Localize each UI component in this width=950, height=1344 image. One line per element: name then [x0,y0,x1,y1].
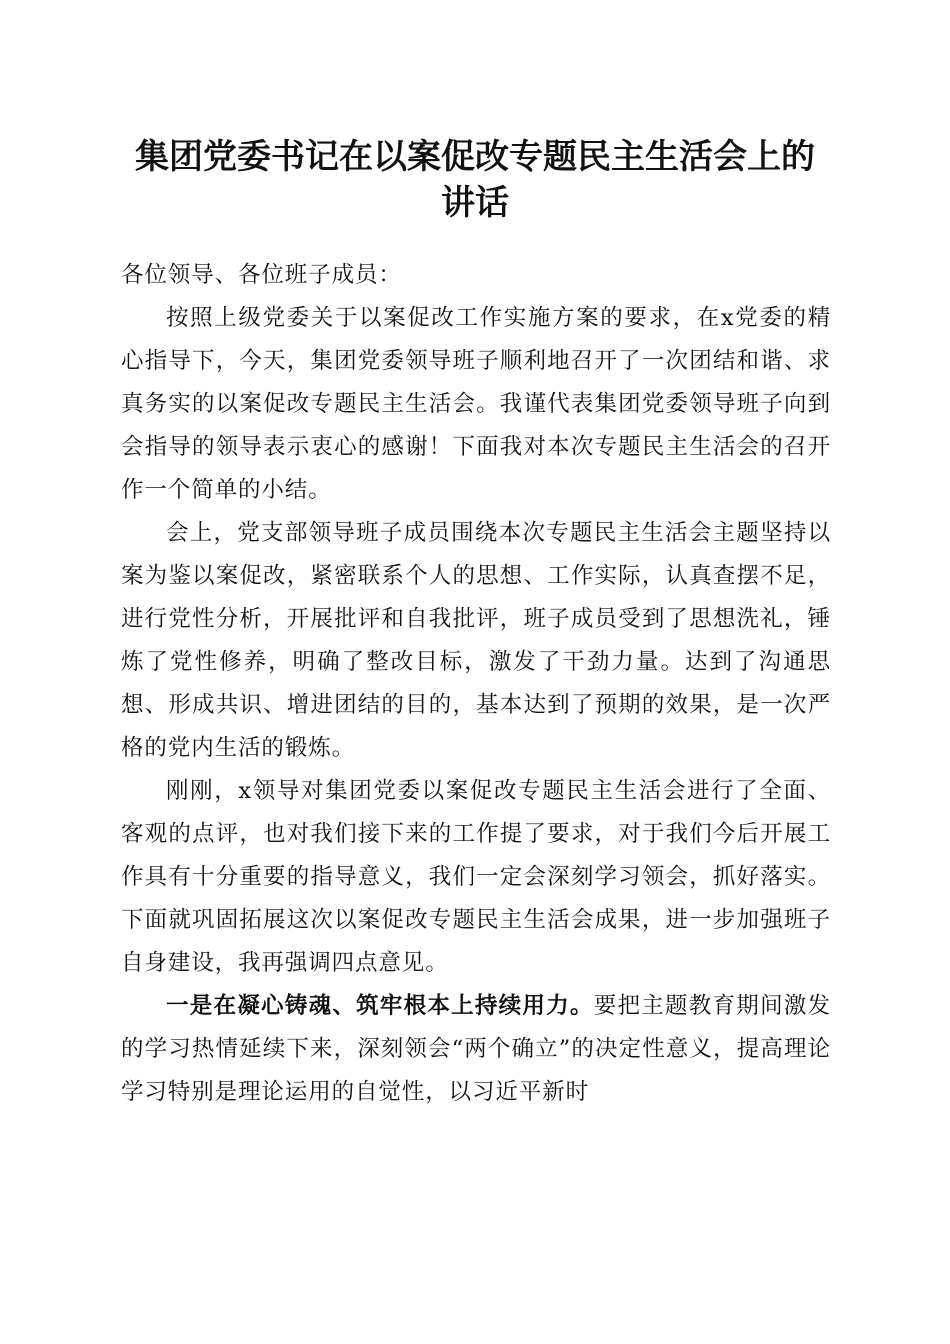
paragraph-3 [121,770,831,985]
paragraph-2 [121,512,831,770]
paragraph-text: 要把主题教育期间激发的学习热情延续下来，深刻领会“两个确立”的决定性意义，提高理论学习特别是理论运用的自觉性，以习近平新时 [121,993,831,1105]
paragraph-text: 刚刚，x领导对集团党委以案促改专题民主生活会进行了全面、客观的点评，也对我们接下来的工作提了要求，对于我们今后开展工作具有十分重要的指导意义，我们一定会深刻学习领会，抓好落实。下面就巩固拓展这次以案促改专题民主生活会成果，进一步加强班子自身建设，我再强调四点意见。 [121,778,831,976]
title-line-1: 集团党委书记在以案促改专题民主生活会上的 [135,137,815,177]
paragraph-4 [121,985,831,1114]
paragraph-lead-heading: 一是在凝心铸魂、筑牢根本上持续用力。 [166,993,594,1019]
salutation: 各位领导、各位班子成员： [121,262,402,288]
title-line-2: 讲话 [441,183,509,223]
document-title [100,134,850,226]
paragraph-text: 按照上级党委关于以案促改工作实施方案的要求，在x党委的精心指导下，今天，集团党委领导班子顺利地召开了一次团结和谐、求真务实的以案促改专题民主生活会。我谨代表集团党委领导班子向到会指导的领导表示衷心的感谢！下面我对本次专题民主生活会的召开作一个简单的小结。 [121,305,831,503]
paragraph-1 [121,297,831,512]
paragraph-text: 会上，党支部领导班子成员围绕本次专题民主生活会主题坚持以案为鉴以案促改，紧密联系个人的思想、工作实际，认真查摆不足，进行党性分析，开展批评和自我批评，班子成员受到了思想洗礼，锤炼了党性修养，明确了整改目标，激发了干劲力量。达到了沟通思想、形成共识、增进团结的目的，基本达到了预期的效果，是一次严格的党内生活的锻炼。 [121,520,831,761]
document-body [121,254,831,1114]
